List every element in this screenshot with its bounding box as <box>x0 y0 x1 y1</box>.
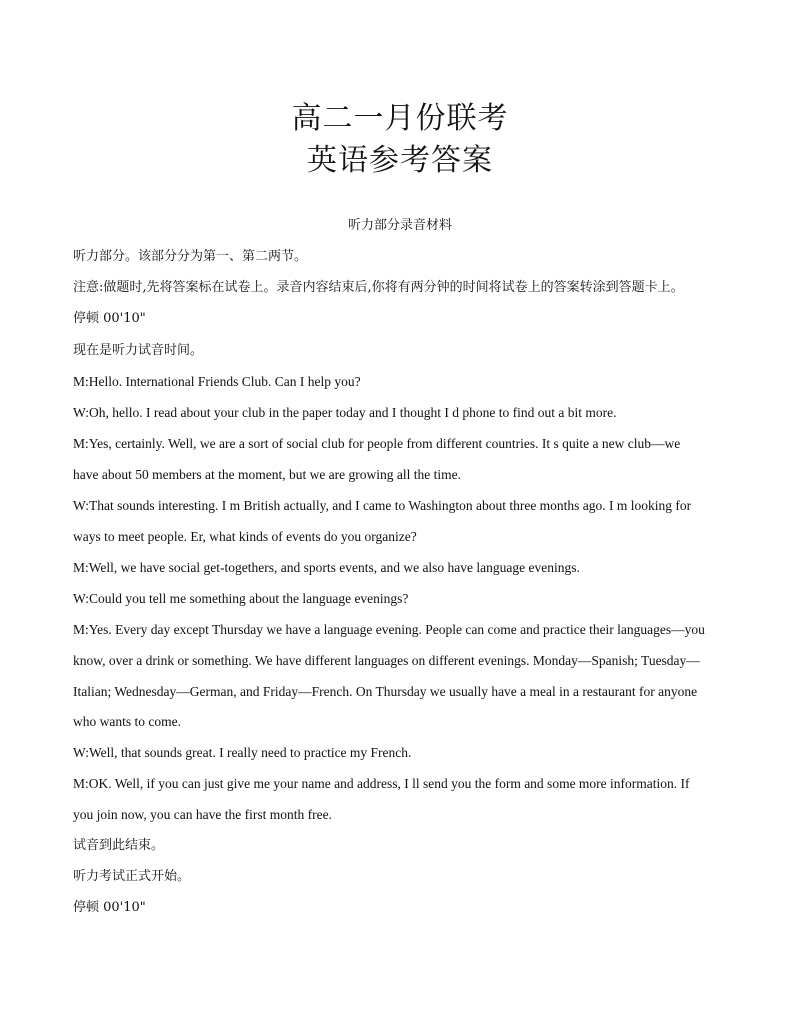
dialogue-line: have about 50 members at the moment, but we are growing all the time. <box>73 467 462 482</box>
dialogue-line: you join now, you can have the first month free. <box>73 807 332 822</box>
instruction-line: 听力部分。该部分分为第一、第二两节。 <box>73 249 308 264</box>
dialogue-line: W:Oh, hello. I read about your club in the paper today and I thought I d phone to find out a bit more. <box>73 405 617 420</box>
dialogue-line: M:Hello. International Friends Club. Can I help you? <box>73 374 361 389</box>
pause-line: 停顿 00'10" <box>73 311 146 326</box>
dialogue-line: W:Well, that sounds great. I really need to practice my French. <box>73 745 412 760</box>
dialogue-line: W:That sounds interesting. I m British actually, and I came to Washington about three months ago. I m looking for <box>73 498 692 513</box>
dialogue-line: M:Yes. Every day except Thursday we have a language evening. People can come and practice their languages—you <box>73 622 705 637</box>
instruction-line: 现在是听力试音时间。 <box>73 343 204 358</box>
dialogue-line: ways to meet people. Er, what kinds of events do you organize? <box>73 529 417 544</box>
dialogue-line: Italian; Wednesday—German, and Friday—French. On Thursday we usually have a meal in a restaurant for anyone <box>73 684 698 699</box>
instruction-line: 注意:做题时,先将答案标在试卷上。录音内容结束后,你将有两分钟的时间将试卷上的答案转涂到答题卡上。 <box>73 280 684 295</box>
dialogue-line: M:Yes, certainly. Well, we are a sort of social club for people from different countries. It s quite a new club—we <box>73 436 681 451</box>
document-subtitle: 英语参考答案 <box>307 143 493 178</box>
section-heading: 听力部分录音材料 <box>347 218 452 233</box>
pause-line: 停顿 00'10" <box>73 900 146 915</box>
dialogue-line: who wants to come. <box>73 714 181 729</box>
document-title: 高二一月份联考 <box>291 101 509 136</box>
dialogue-line: know, over a drink or something. We have different languages on different evenings. Monday—Spanish; Tuesday— <box>73 653 700 668</box>
dialogue-line: W:Could you tell me something about the language evenings? <box>73 591 409 606</box>
dialogue-line: M:OK. Well, if you can just give me your name and address, I ll send you the form and some more information. If <box>73 776 690 791</box>
instruction-line: 听力考试正式开始。 <box>73 869 191 884</box>
dialogue-line: M:Well, we have social get-togethers, and sports events, and we also have language evenings. <box>73 560 580 575</box>
instruction-line: 试音到此结束。 <box>73 838 165 853</box>
